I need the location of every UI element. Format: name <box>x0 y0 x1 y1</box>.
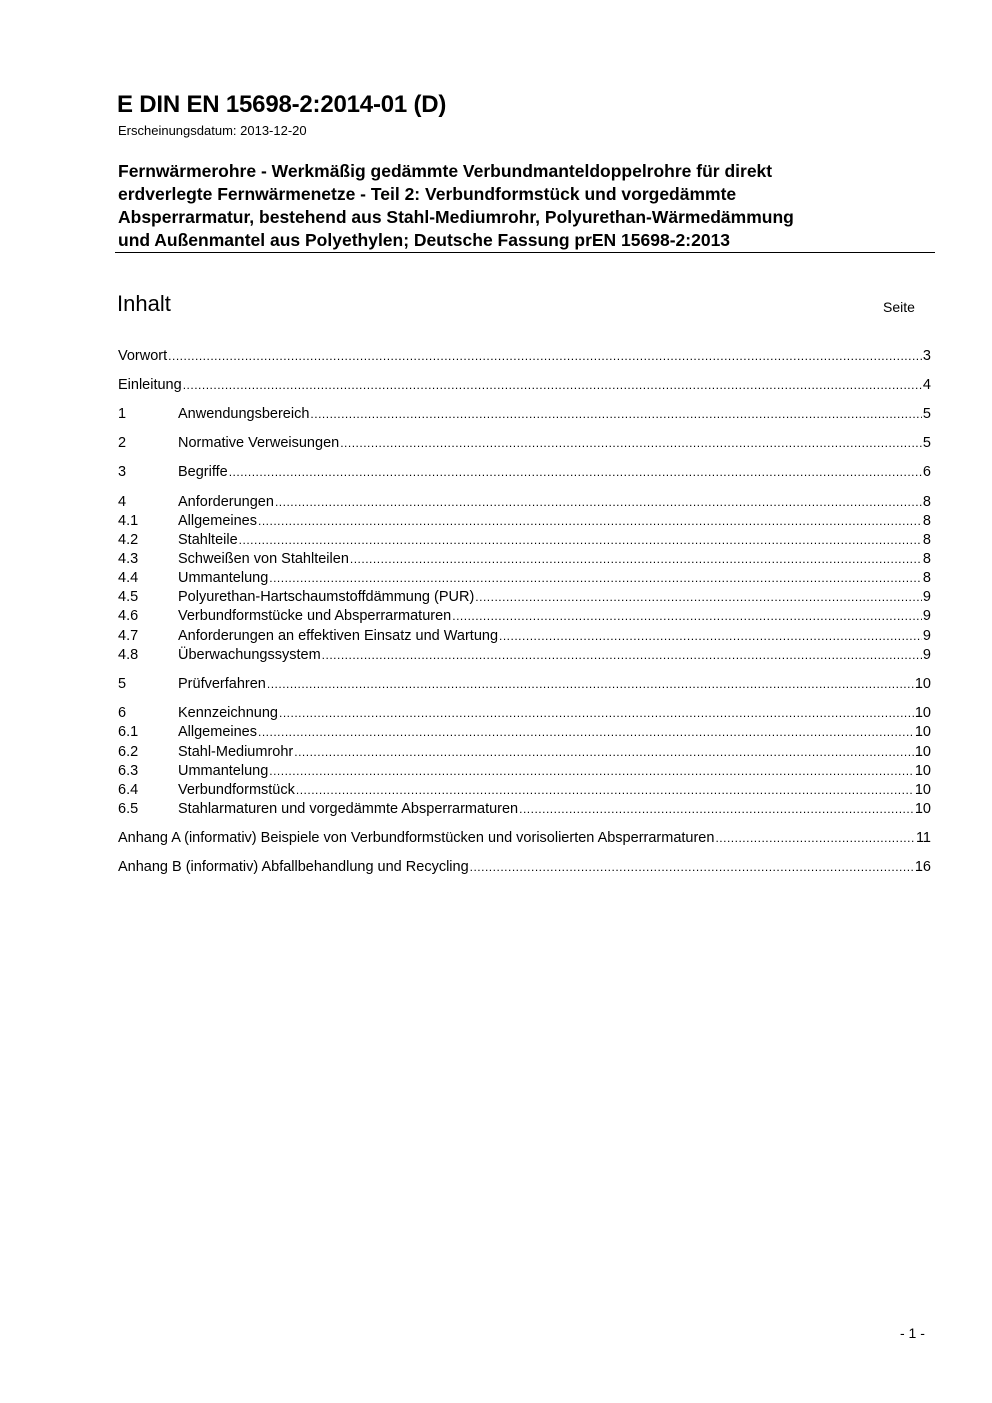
title-line: erdverlegte Fernwärmenetze - Teil 2: Verbundformstück und vorgedämmte <box>118 184 737 204</box>
toc-entry-page: 10 <box>914 676 931 692</box>
toc-entry-page: 5 <box>922 406 931 422</box>
toc-entry[interactable] <box>118 676 931 695</box>
toc-entry-number: 5 <box>118 676 127 692</box>
toc-entry[interactable] <box>118 589 931 608</box>
toc-entry-number: 6.5 <box>118 801 139 817</box>
toc-entry-page: 10 <box>914 782 931 798</box>
toc-entry-title: Vorwort <box>118 348 168 364</box>
toc-entry[interactable] <box>118 801 931 820</box>
toc-entry-title: Stahlteile <box>178 532 238 548</box>
toc-entry[interactable] <box>118 830 931 849</box>
toc-entry-page: 10 <box>914 705 931 721</box>
toc-entry-title: Anforderungen <box>178 494 274 510</box>
toc-entry[interactable] <box>118 744 931 763</box>
toc-entry-title: Verbundformstück <box>178 782 295 798</box>
toc-entry[interactable] <box>118 705 931 724</box>
toc-entry[interactable] <box>118 348 931 367</box>
toc-entry-number: 4.7 <box>118 628 139 644</box>
toc-entry[interactable] <box>118 435 931 454</box>
toc-entry[interactable] <box>118 494 931 513</box>
toc-entry-title: Polyurethan-Hartschaumstoffdämmung (PUR) <box>178 589 475 605</box>
toc-entry-number: 4.8 <box>118 647 139 663</box>
toc-entry-title: Prüfverfahren <box>178 676 266 692</box>
toc-entry-page: 3 <box>922 348 931 364</box>
title-line: Absperrarmatur, bestehend aus Stahl-Mediumrohr, Polyurethan-Wärmedämmung <box>118 207 794 227</box>
toc-entry-title: Allgemeines <box>178 724 257 740</box>
toc-entry-title: Stahl-Mediumrohr <box>178 744 294 760</box>
toc-entry-number: 6.3 <box>118 763 139 779</box>
dot-leader <box>322 647 922 663</box>
toc-entry-page: 9 <box>922 608 931 624</box>
toc-entry-number: 4.2 <box>118 532 139 548</box>
toc-entry-number: 4.6 <box>118 608 139 624</box>
dot-leader <box>183 377 922 393</box>
title-divider <box>115 252 935 253</box>
toc-entry-page: 10 <box>914 744 931 760</box>
title-line: Fernwärmerohre - Werkmäßig gedämmte Verbundmanteldoppelrohre für direkt <box>118 161 773 181</box>
toc-entry-number: 2 <box>118 435 127 451</box>
toc-entry[interactable] <box>118 464 931 483</box>
toc-entry-number: 6.4 <box>118 782 139 798</box>
toc-entry-page: 8 <box>922 570 931 586</box>
toc-entry-title: Ummantelung <box>178 570 269 586</box>
dot-leader <box>267 676 914 692</box>
dot-leader <box>294 744 914 760</box>
dot-leader <box>239 532 922 548</box>
toc-entry-page: 9 <box>922 589 931 605</box>
toc-entry[interactable] <box>118 570 931 589</box>
toc-entry-title: Einleitung <box>118 377 182 393</box>
toc-entry-title: Ummantelung <box>178 763 269 779</box>
toc-entry-number: 1 <box>118 406 127 422</box>
toc-entry-number: 4.4 <box>118 570 139 586</box>
dot-leader <box>499 628 922 644</box>
document-code: E DIN EN 15698-2:2014-01 (D) <box>117 91 447 118</box>
toc-entry-title: Anhang B (informativ) Abfallbehandlung und Recycling <box>118 859 469 875</box>
toc-entry-number: 6 <box>118 705 127 721</box>
toc-entry-title: Verbundformstücke und Absperrarmaturen <box>178 608 452 624</box>
toc-entry-title: Stahlarmaturen und vorgedämmte Absperrarmaturen <box>178 801 519 817</box>
toc-entry-number: 4.5 <box>118 589 139 605</box>
dot-leader <box>229 464 922 480</box>
dot-leader <box>279 705 914 721</box>
toc-entry-title: Allgemeines <box>178 513 257 529</box>
toc-entry-page: 10 <box>914 763 931 779</box>
toc-entry[interactable] <box>118 782 931 801</box>
toc-heading: Inhalt <box>117 291 171 316</box>
toc-entry[interactable] <box>118 406 931 425</box>
toc-entry-page: 6 <box>922 464 931 480</box>
toc-entry[interactable] <box>118 608 931 627</box>
toc-entry-title: Anwendungsbereich <box>178 406 310 422</box>
toc-entry[interactable] <box>118 628 931 647</box>
dot-leader <box>475 589 922 605</box>
dot-leader <box>310 406 922 422</box>
toc-entry-page: 16 <box>914 859 931 875</box>
dot-leader <box>470 859 914 875</box>
toc-entry-title: Überwachungssystem <box>178 647 321 663</box>
dot-leader <box>168 348 922 364</box>
toc-entry-page: 10 <box>914 801 931 817</box>
dot-leader <box>296 782 914 798</box>
toc-entry-page: 8 <box>922 551 931 567</box>
toc-entry[interactable] <box>118 532 931 551</box>
toc-entry-number: 4.3 <box>118 551 139 567</box>
toc-entry[interactable] <box>118 859 931 878</box>
toc-entry-number: 4 <box>118 494 127 510</box>
page-column-label: Seite <box>883 299 915 315</box>
toc-entry[interactable] <box>118 724 931 743</box>
dot-leader <box>275 494 922 510</box>
dot-leader <box>350 551 922 567</box>
publication-date: Erscheinungsdatum: 2013-12-20 <box>118 123 307 138</box>
dot-leader <box>269 763 914 779</box>
dot-leader <box>519 801 914 817</box>
toc-entry-page: 4 <box>922 377 931 393</box>
toc-entry-page: 8 <box>922 532 931 548</box>
toc-entry-number: 6.1 <box>118 724 139 740</box>
toc-entry-page: 11 <box>915 830 931 846</box>
toc-entry-number: 4.1 <box>118 513 139 529</box>
toc-entry-title: Schweißen von Stahlteilen <box>178 551 349 567</box>
dot-leader <box>715 830 915 846</box>
dot-leader <box>269 570 922 586</box>
toc-entry-title: Begriffe <box>178 464 228 480</box>
toc-entry-title: Anhang A (informativ) Beispiele von Verbundformstücken und vorisolierten Absperrarmaturen <box>118 830 715 846</box>
dot-leader <box>258 724 914 740</box>
toc-entry[interactable] <box>118 647 931 666</box>
toc-entry-page: 8 <box>922 513 931 529</box>
page-number: - 1 - <box>900 1325 925 1341</box>
title-line: und Außenmantel aus Polyethylen; Deutsche Fassung prEN 15698-2:2013 <box>118 230 731 250</box>
dot-leader <box>452 608 922 624</box>
toc-entry-page: 8 <box>922 494 931 510</box>
document-title <box>118 160 918 252</box>
toc-entry[interactable] <box>118 377 931 396</box>
dot-leader <box>258 513 922 529</box>
toc-entry-page: 10 <box>914 724 931 740</box>
toc-entry-title: Kennzeichnung <box>178 705 278 721</box>
toc-entry-number: 6.2 <box>118 744 139 760</box>
toc-entry-number: 3 <box>118 464 127 480</box>
toc-entry-title: Normative Verweisungen <box>178 435 340 451</box>
toc-entry-page: 5 <box>922 435 931 451</box>
toc-entry[interactable] <box>118 551 931 570</box>
toc-entry-page: 9 <box>922 628 931 644</box>
toc-entry-page: 9 <box>922 647 931 663</box>
toc-entry[interactable] <box>118 763 931 782</box>
dot-leader <box>340 435 922 451</box>
toc-entry[interactable] <box>118 513 931 532</box>
toc-entry-title: Anforderungen an effektiven Einsatz und Wartung <box>178 628 499 644</box>
